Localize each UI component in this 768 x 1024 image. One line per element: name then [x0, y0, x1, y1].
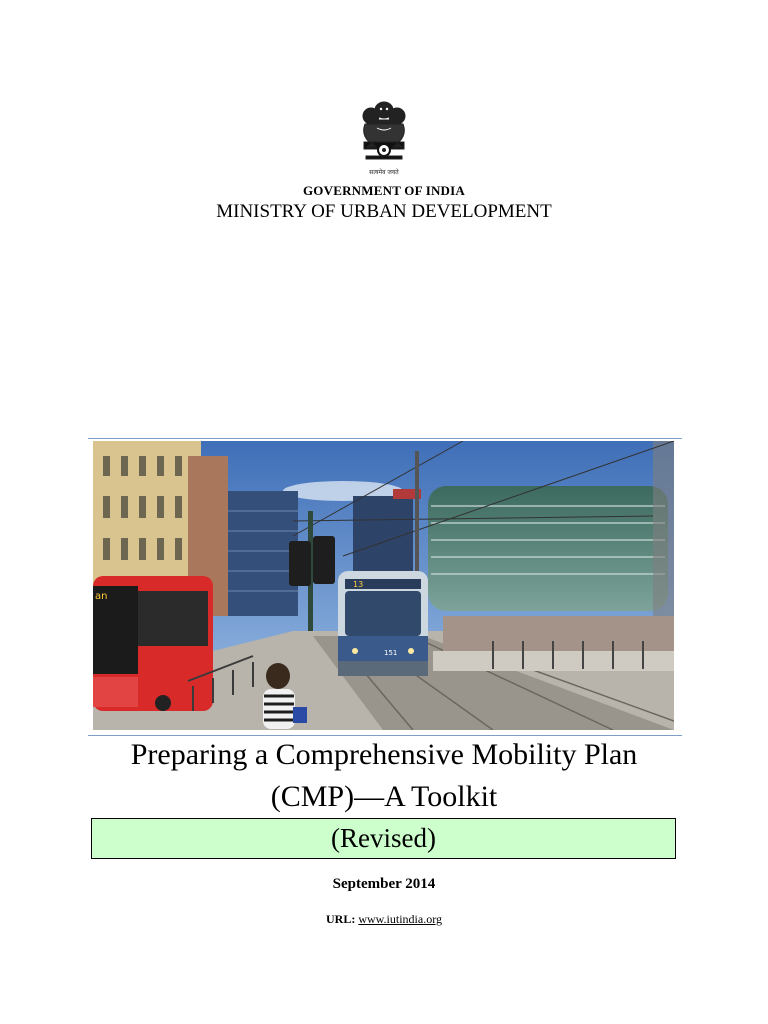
government-label: GOVERNMENT OF INDIA [303, 183, 465, 198]
revised-label: (Revised) [331, 823, 436, 853]
emblem-motto: सत्यमेव जयते [369, 169, 399, 176]
cover-photo [93, 441, 674, 730]
tram-route-number: 13 [353, 580, 364, 589]
cover-photo-frame [88, 438, 682, 736]
revised-banner [91, 818, 676, 859]
ministry-label: MINISTRY OF URBAN DEVELOPMENT [216, 201, 552, 222]
title-line-2: (CMP)—A Toolkit [270, 780, 498, 813]
national-emblem-icon [357, 98, 411, 178]
bus-destination-sign: an [95, 591, 108, 602]
url-line [0, 912, 768, 927]
document-title [0, 734, 768, 818]
publication-date: September 2014 [332, 876, 436, 892]
url-label: URL: [325, 912, 356, 926]
title-line-1: Preparing a Comprehensive Mobility Plan [130, 738, 638, 771]
tram-fleet-number: 151 [384, 649, 398, 657]
url-link[interactable]: www.iutindia.org [358, 912, 442, 926]
street-scene-illustration [93, 441, 674, 730]
